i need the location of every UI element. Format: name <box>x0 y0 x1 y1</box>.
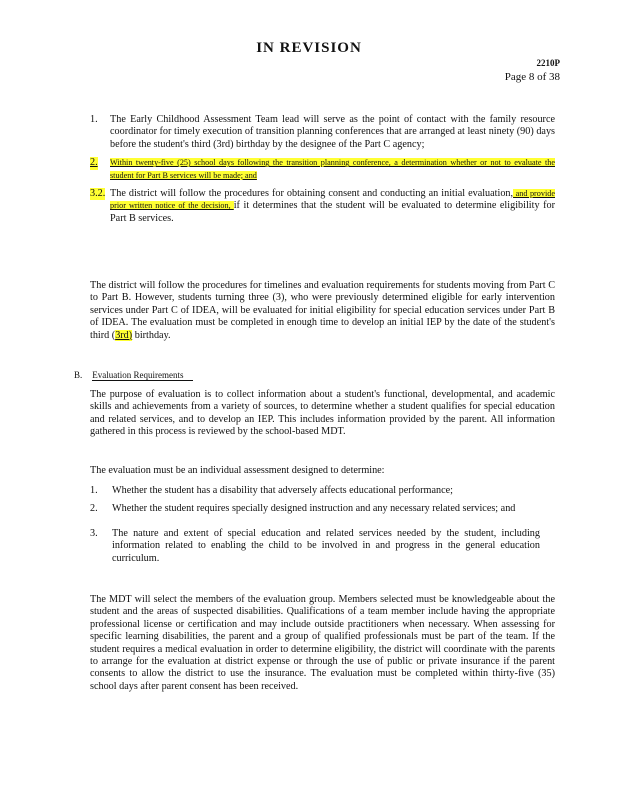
purpose-paragraph: The purpose of evaluation is to collect information about a student's functional, developmental, and academic skills and achievements from a variety of sources, to determine whether a student qualifies for special education and related services, and to develop an IEP. This includes information provided by the parent. All information gathered in this process is reviewed by the school-based MDT. <box>90 389 555 438</box>
list-item: 1. Whether the student has a disability that adversely affects educational performance; <box>90 485 453 496</box>
list-item-highlighted: 2. Within twenty-five (25) school days following the transition planning conference, a determination whether or not to evaluate the student for Part B services will be made; and <box>90 157 555 180</box>
transition-paragraph: The district will follow the procedures for timelines and evaluation requirements for students moving from Part C to Part B. However, students turning three (3), who were previously determined eligible for early intervention services under Part C of IDEA, will be evaluated for initial eligibility for special education services under Part B of IDEA. The evaluation must be completed in enough time to develop an initial IEP by the date of the student's third (3rd) birthday. <box>90 280 555 341</box>
evaluation-intro: The evaluation must be an individual assessment designed to determine: <box>90 465 385 476</box>
evaluation-list <box>90 485 540 565</box>
transition-list <box>90 114 555 225</box>
section-heading: B. Evaluation Requirements <box>74 370 193 381</box>
list-item-text: Within twenty-five (25) school days following the transition planning conference, a determination whether or not to evaluate the student for Part B services will be made; and <box>110 158 555 180</box>
policy-code: 2210P <box>536 58 560 68</box>
list-item-text: Whether the student has a disability that adversely affects educational performance; <box>112 485 453 496</box>
page-number: Page 8 of 38 <box>504 71 560 83</box>
list-item: 2. Whether the student requires specially designed instruction and any necessary related services; and <box>90 503 516 515</box>
list-item-text: The Early Childhood Assessment Team lead will serve as the point of contact with the family resource coordinator for timely execution of transition planning conferences that are arranged at least ninety (90) days before the student's third (3rd) birthday by the designee of the Part C agency; <box>110 114 555 150</box>
list-item: 3. The nature and extent of special education and related services needed by the student, including information related to enabling the child to be involved in and progress in the general education curriculum. <box>90 527 540 564</box>
inserted-text: 3rd) <box>115 329 133 341</box>
list-item: 3.2. The district will follow the procedures for obtaining consent and conducting an initial evaluation, and provide prior written notice of the decision, if it determines that the student will be evaluated to determine eligibility for Part B services. <box>90 188 555 224</box>
page-title: IN REVISION <box>256 40 362 56</box>
inserted-text: and provide prior written notice of the decision, <box>110 189 555 211</box>
list-item-text: Whether the student requires specially designed instruction and any necessary related services; and <box>112 503 516 515</box>
list-item-text: The nature and extent of special education and related services needed by the student, including information related to enabling the child to be involved in and progress in the general education curriculum. <box>112 527 540 564</box>
mdt-paragraph: The MDT will select the members of the evaluation group. Members selected must be knowledgeable about the student and the areas of suspected disabilities. Qualifications of a team member include having the appropriate professional license or certification and may include outside practitioners when necessary. When assessing for specific learning disabilities, the parent and a group of qualified professionals must be part of the team. If the student requires a medical evaluation in order to determine eligibility, the district will coordinate with the parents to arrange for the evaluation at district expense or through the use of public or private insurance if the parent consents to allow the district to use the insurance. The evaluation must be completed within thirty-five (35) school days after parent consent has been received. <box>90 594 555 692</box>
list-item: 1. The Early Childhood Assessment Team lead will serve as the point of contact with the family resource coordinator for timely execution of transition planning conferences that are arranged at least ninety (90) days before the student's third (3rd) birthday by the designee of the Part C agency; <box>90 114 555 150</box>
